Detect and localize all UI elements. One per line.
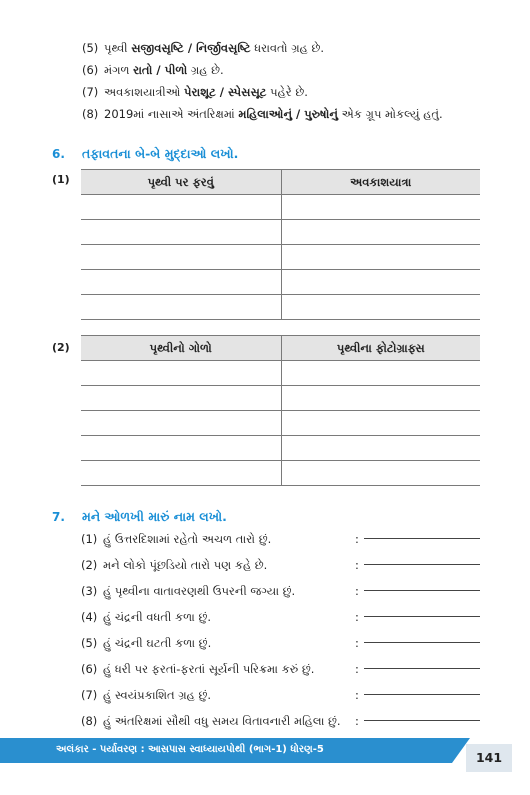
answer-cell[interactable] [81,195,281,220]
answer-cell[interactable] [81,436,281,461]
question-number: (4) [81,610,98,624]
question-text: હું ચંદ્રની ઘટતી કળા છું. [103,636,212,650]
answer-cell[interactable] [281,411,480,436]
question-number: (8) [81,714,98,728]
difference-table-2 [81,335,480,486]
answer-line[interactable] [364,616,480,617]
question-6 [81,662,314,676]
table-1-header-right: અવકાશયાત્રા [281,170,480,195]
page-number: 141 [475,750,503,765]
answer-colon: : [355,662,359,676]
question-number: (2) [81,558,98,572]
answer-colon: : [355,584,359,598]
answer-line[interactable] [364,642,480,643]
answer-cell[interactable] [281,461,480,486]
answer-line[interactable] [364,564,480,565]
item-text-end: ગ્રહ છે. [187,63,224,77]
table-2-header-left: પૃથ્વીનો ગોળો [81,336,281,361]
question-text: મને લોકો પૂંછડિયો તારો પણ કહે છે. [103,558,268,572]
item-options: પેરાશૂટ / સ્પેસસૂટ [183,85,267,99]
item-text-end: પહેરે છે. [266,85,308,99]
answer-colon: : [355,610,359,624]
answer-colon: : [355,532,359,546]
answer-cell[interactable] [281,195,480,220]
section-7-title: મને ઓળખી મારું નામ લખો. [82,509,227,524]
table-1-header-left: પૃથ્વી પર ફરવું [81,170,281,195]
question-number: (7) [81,688,98,702]
answer-cell[interactable] [281,436,480,461]
answer-cell[interactable] [81,245,281,270]
item-number: (6) [82,63,99,77]
answer-cell[interactable] [81,411,281,436]
answer-cell[interactable] [281,295,480,320]
fill-item-7 [82,85,308,99]
question-number: (6) [81,662,98,676]
question-8 [81,714,341,728]
item-options: મહિલાઓનું / પુરુષોનું [238,107,338,121]
answer-line[interactable] [364,668,480,669]
answer-cell[interactable] [281,386,480,411]
question-text: હું ઉત્તરદિશામાં રહેતો અચળ તારો છું. [103,532,272,546]
question-text: હું ચંદ્રની વધતી કળા છું. [103,610,212,624]
fill-item-5 [82,41,324,55]
answer-cell[interactable] [281,245,480,270]
item-number: (7) [82,85,99,99]
answer-cell[interactable] [81,270,281,295]
question-number: (3) [81,584,98,598]
question-text: હું સ્વયંપ્રકાશિત ગ્રહ છું. [103,688,212,702]
question-text: હું પૃથ્વીના વાતાવરણથી ઉપરની જગ્યા છું. [103,584,296,598]
item-options: રાતો / પીળો [133,63,188,77]
answer-cell[interactable] [81,386,281,411]
answer-cell[interactable] [281,361,480,386]
question-text: હું અંતરિક્ષમાં સૌથી વધુ સમય વિતાવનારી મહિલા છું. [103,714,341,728]
item-number: (5) [82,41,99,55]
difference-table-1 [81,169,480,320]
answer-cell[interactable] [81,220,281,245]
answer-colon: : [355,714,359,728]
answer-line[interactable] [364,720,480,721]
item-text: પૃથ્વી [104,41,132,55]
answer-cell[interactable] [81,361,281,386]
answer-line[interactable] [364,694,480,695]
item-text-end: એક ગ્રૂપ મોકલ્યું હતું. [337,107,443,121]
fill-item-6 [82,63,224,77]
answer-colon: : [355,688,359,702]
item-text: અવકાશયાત્રીઓ [104,85,184,99]
answer-line[interactable] [364,538,480,539]
question-4 [81,610,211,624]
question-5 [81,636,211,650]
answer-line[interactable] [364,590,480,591]
answer-cell[interactable] [81,295,281,320]
item-options: સજીવસૃષ્ટિ / નિર્જીવસૃષ્ટિ [131,41,251,55]
footer-book-title: અલંકાર - પર્યાવરણ : આસપાસ સ્વાધ્યાયપોથી (ભાગ-1) ધોરણ-5 [56,744,324,755]
table-1-label: (1) [52,173,70,186]
section-7-number: 7. [52,510,65,524]
fill-item-8 [82,107,443,121]
table-2-label: (2) [52,341,70,354]
answer-cell[interactable] [281,270,480,295]
item-text-end: ધરાવતો ગ્રહ છે. [250,41,324,55]
item-text: મંગળ [104,63,134,77]
question-2 [81,558,267,572]
question-number: (1) [81,532,98,546]
question-3 [81,584,295,598]
section-6-number: 6. [52,147,65,161]
answer-cell[interactable] [281,220,480,245]
table-2-header-right: પૃથ્વીના ફોટોગ્રાફ્સ [281,336,480,361]
item-number: (8) [82,107,99,121]
answer-colon: : [355,558,359,572]
section-6-title: તફાવતના બે-બે મુદ્દાઓ લખો. [82,146,239,161]
answer-cell[interactable] [81,461,281,486]
question-1 [81,532,271,546]
answer-colon: : [355,636,359,650]
item-text: 2019માં નાસાએ અંતરિક્ષમાં [104,107,239,121]
question-text: હું ધરી પર ફરતાં-ફરતાં સૂર્યની પરિક્રમા કરું છું. [103,662,315,676]
question-7 [81,688,211,702]
question-number: (5) [81,636,98,650]
